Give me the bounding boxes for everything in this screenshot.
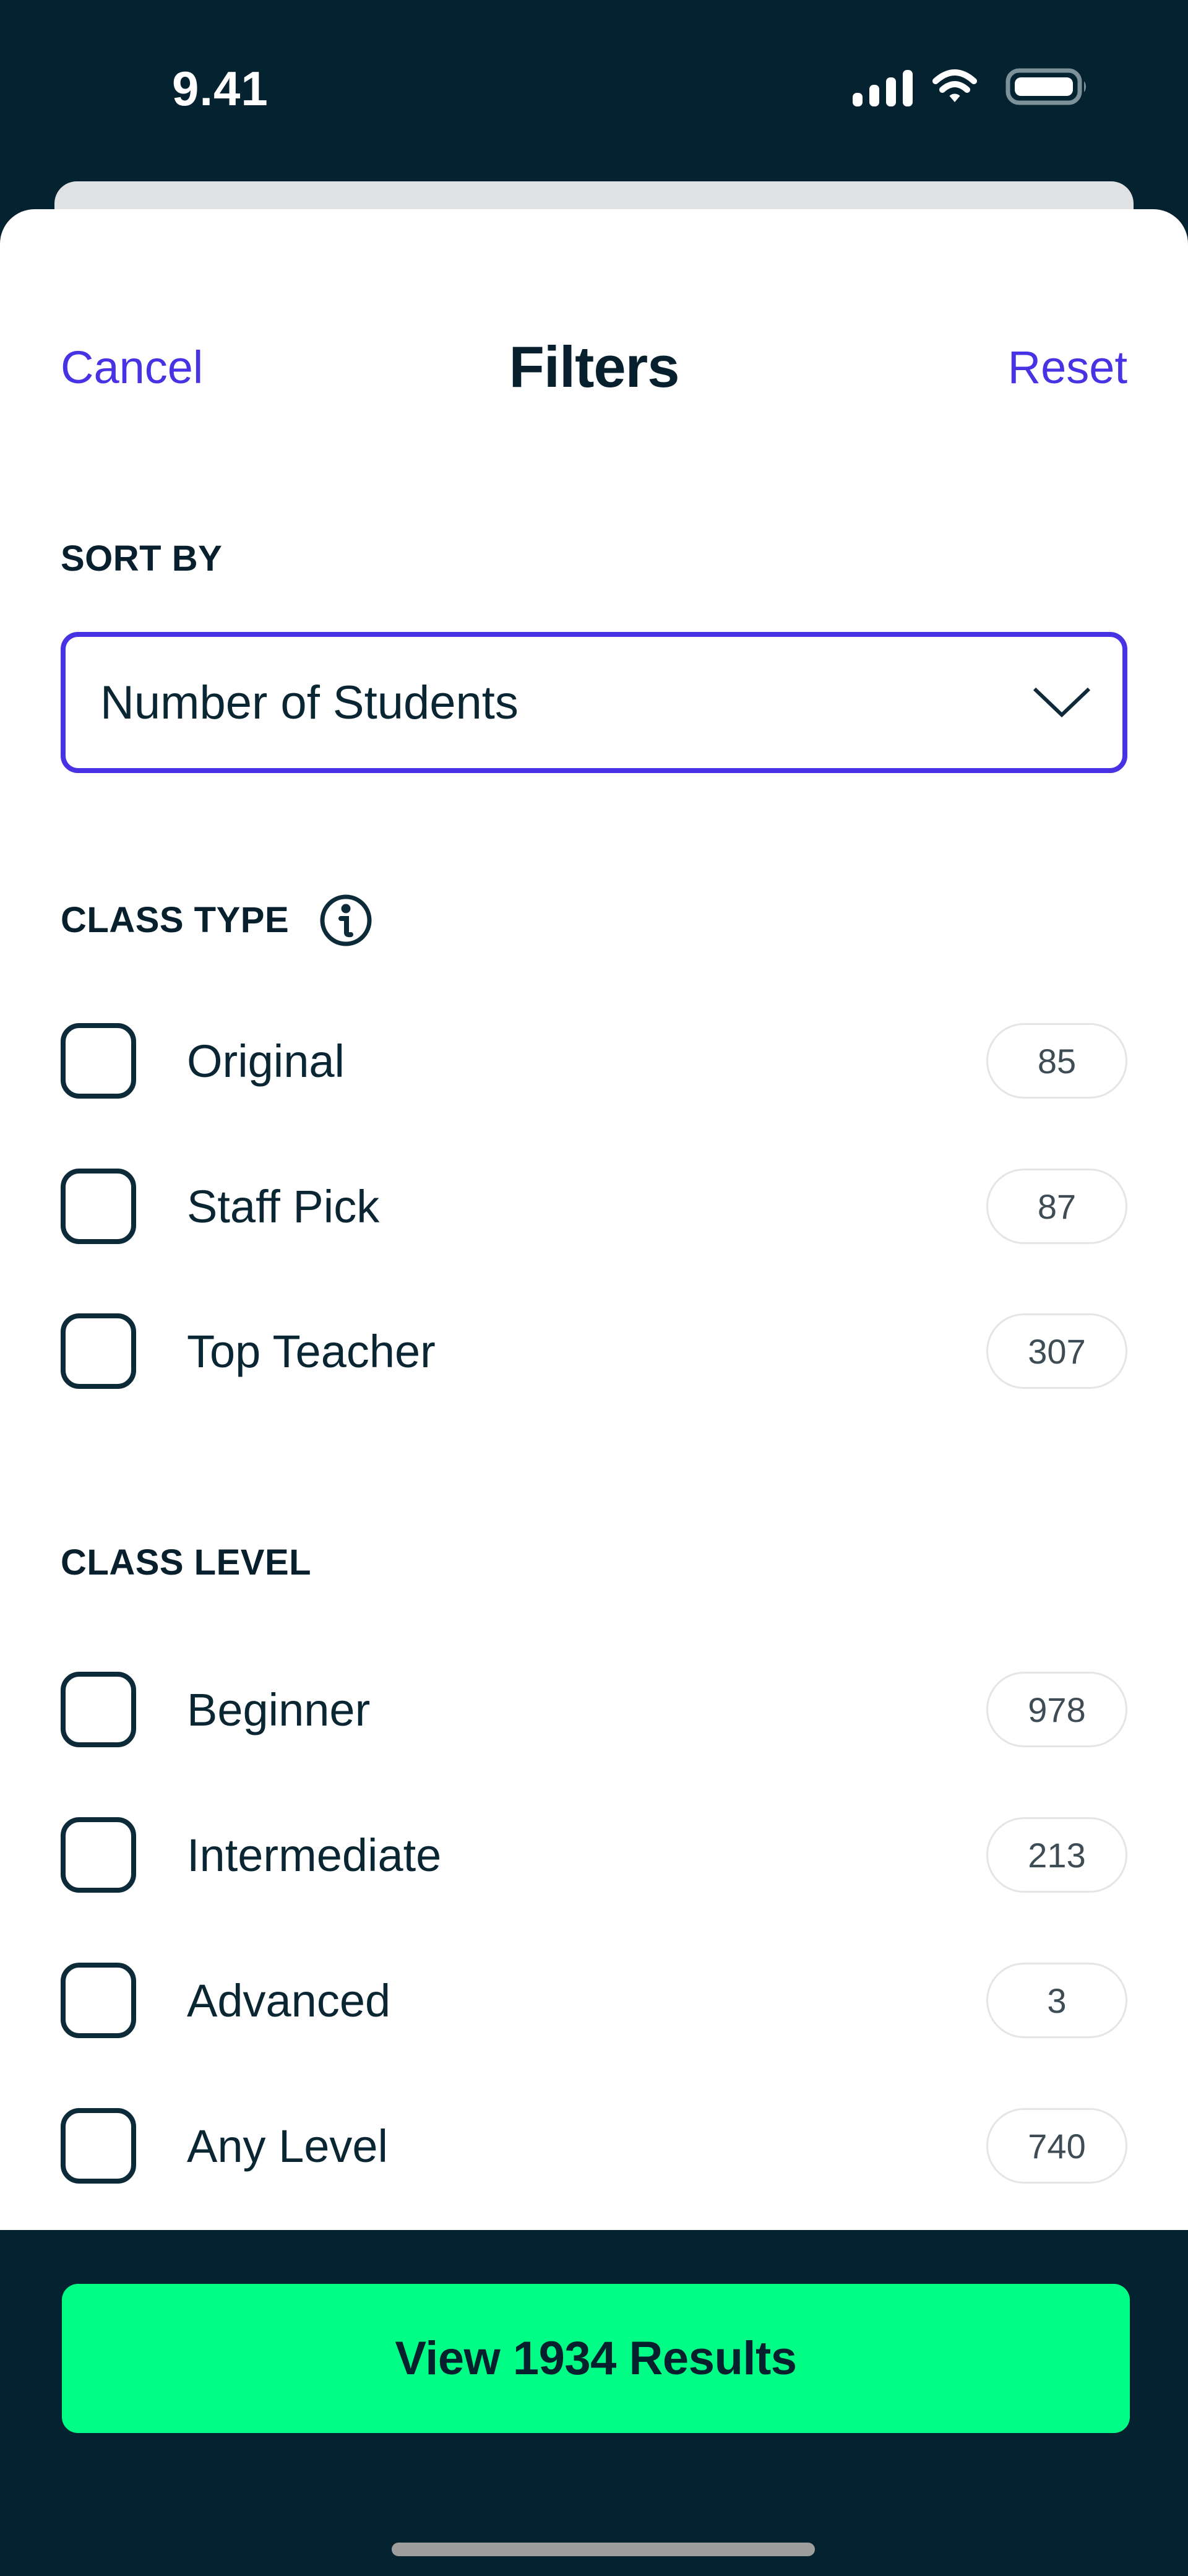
count-badge: 740 bbox=[986, 2108, 1127, 2184]
filter-option-intermediate[interactable] bbox=[61, 1816, 1127, 1894]
sort-by-selected-value: Number of Students bbox=[100, 676, 519, 729]
option-label: Advanced bbox=[187, 1974, 391, 2026]
filter-option-advanced[interactable] bbox=[61, 1961, 1127, 2039]
count-badge: 87 bbox=[986, 1169, 1127, 1244]
option-label: Staff Pick bbox=[187, 1180, 380, 1232]
home-indicator[interactable] bbox=[392, 2543, 815, 2556]
view-results-button[interactable]: View 1934 Results bbox=[62, 2284, 1130, 2433]
option-label: Any Level bbox=[187, 2120, 388, 2172]
info-icon[interactable] bbox=[317, 892, 374, 949]
status-time: 9.41 bbox=[172, 61, 269, 116]
checkbox-unchecked[interactable] bbox=[61, 1672, 136, 1747]
option-label: Top Teacher bbox=[187, 1325, 436, 1377]
sort-by-label: SORT BY bbox=[61, 538, 223, 579]
option-label: Intermediate bbox=[187, 1829, 442, 1881]
filter-option-any-level[interactable] bbox=[61, 2107, 1127, 2185]
checkbox-unchecked[interactable] bbox=[61, 1313, 136, 1389]
checkbox-unchecked[interactable] bbox=[61, 2108, 136, 2184]
cancel-button[interactable]: Cancel bbox=[61, 341, 204, 393]
filter-option-original[interactable] bbox=[61, 1022, 1127, 1100]
filter-option-staff-pick[interactable] bbox=[61, 1167, 1127, 1245]
option-label: Beginner bbox=[187, 1683, 371, 1735]
checkbox-unchecked[interactable] bbox=[61, 1169, 136, 1244]
reset-button[interactable]: Reset bbox=[1007, 341, 1127, 393]
class-level-label: CLASS LEVEL bbox=[61, 1542, 312, 1583]
filter-option-top-teacher[interactable] bbox=[61, 1312, 1127, 1390]
chevron-down-icon bbox=[1032, 686, 1091, 719]
option-label: Original bbox=[187, 1035, 345, 1087]
count-badge: 3 bbox=[986, 1963, 1127, 2038]
count-badge: 978 bbox=[986, 1672, 1127, 1747]
battery-icon bbox=[1005, 68, 1090, 105]
modal-header bbox=[61, 333, 1127, 401]
filter-option-beginner[interactable] bbox=[61, 1671, 1127, 1748]
class-type-label: CLASS TYPE bbox=[61, 900, 290, 940]
checkbox-unchecked[interactable] bbox=[61, 1023, 136, 1099]
count-badge: 213 bbox=[986, 1817, 1127, 1893]
checkbox-unchecked[interactable] bbox=[61, 1963, 136, 2038]
sort-by-dropdown[interactable] bbox=[61, 632, 1127, 773]
bottom-bar bbox=[0, 2230, 1188, 2576]
modal-title: Filters bbox=[509, 334, 679, 399]
count-badge: 85 bbox=[986, 1023, 1127, 1099]
count-badge: 307 bbox=[986, 1313, 1127, 1389]
wifi-icon bbox=[932, 68, 978, 105]
class-type-header bbox=[61, 892, 374, 949]
cellular-signal-icon bbox=[853, 69, 913, 106]
checkbox-unchecked[interactable] bbox=[61, 1817, 136, 1893]
